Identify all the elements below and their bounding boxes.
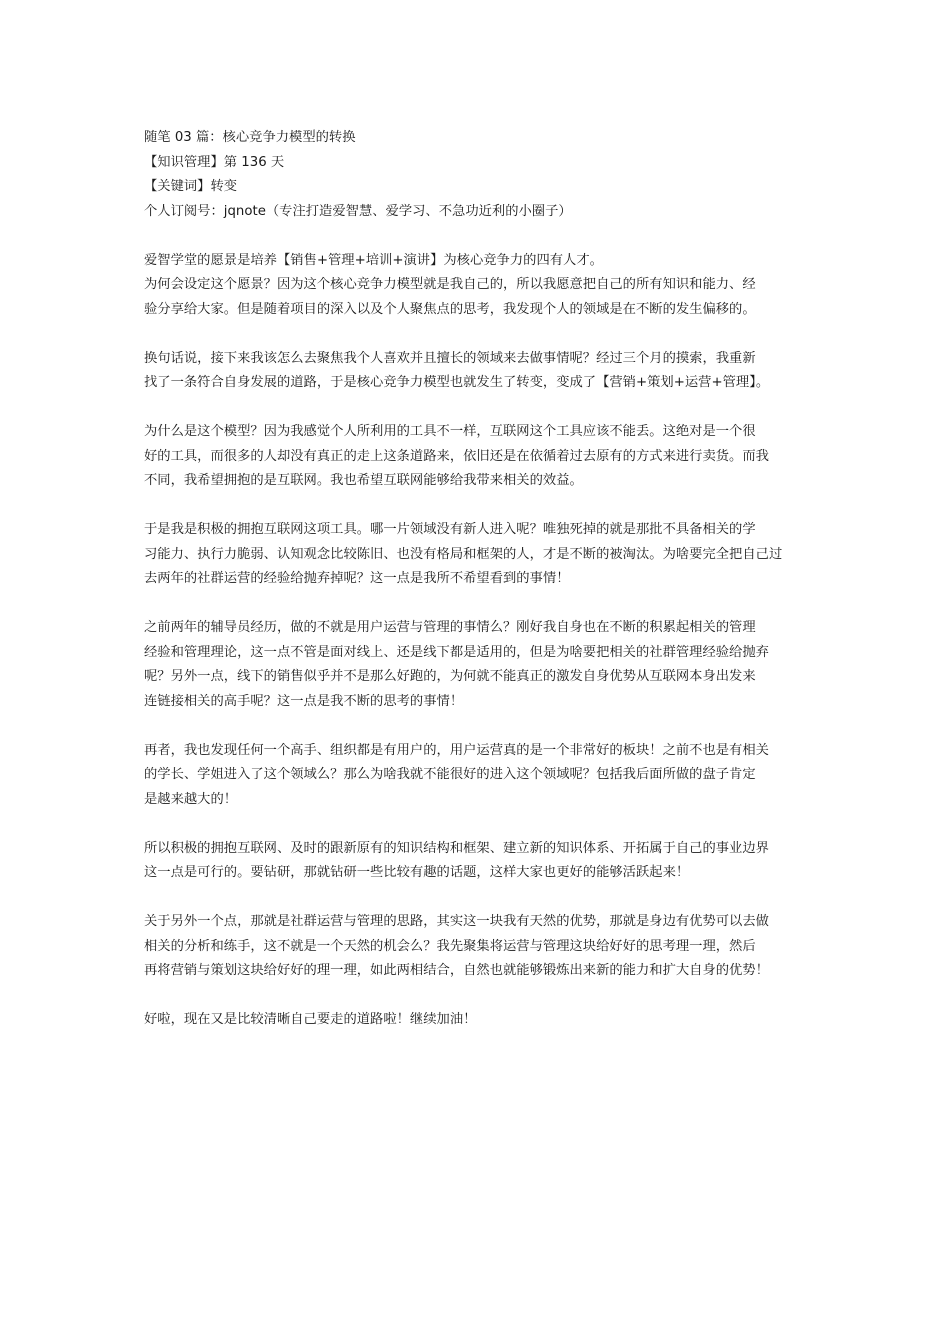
paragraph-line: 呢？另外一点，线下的销售似乎并不是那么好跑的，为何就不能真正的激发自身优势从互联网本身出发来	[144, 669, 756, 684]
document-title: 随笔 03 篇：核心竞争力模型的转换	[144, 130, 356, 145]
paragraph-line: 这一点是可行的。要钻研，那就钻研一些比较有趣的话题，这样大家也更好的能够活跃起来！	[144, 865, 690, 880]
paragraph-line: 为什么是这个模型？因为我感觉个人所利用的工具不一样，互联网这个工具应该不能丢。这绝对是一个很	[144, 424, 756, 439]
subscription-line: 个人订阅号：jqnote（专注打造爱智慧、爱学习、不急功近利的小圈子）	[144, 203, 572, 219]
paragraph-line: 之前两年的辅导员经历，做的不就是用户运营与管理的事情么？刚好我自身也在不断的积累起相关的管理	[144, 620, 756, 635]
paragraph	[144, 910, 814, 984]
paragraph-line: 找了一条符合自身发展的道路，于是核心竞争力模型也就发生了转变，变成了【营销+策划+运营+管理】。	[144, 375, 770, 390]
paragraph-line: 换句话说，接下来我该怎么去聚焦我个人喜欢并且擅长的领域来去做事情呢？经过三个月的摸索，我重新	[144, 350, 756, 366]
paragraph	[144, 739, 814, 813]
paragraph	[144, 1008, 814, 1033]
paragraph-line: 不同，我希望拥抱的是互联网。我也希望互联网能够给我带来相关的效益。	[144, 473, 583, 488]
paragraph-line: 好啦，现在又是比较清晰自己要走的道路啦！继续加油！	[144, 1012, 477, 1027]
paragraph-line: 相关的分析和练手，这不就是一个天然的机会么？我先聚集将运营与管理这块给好好的思考理一理，然后	[144, 938, 756, 954]
paragraph-line: 去两年的社群运营的经验给抛弃掉呢？这一点是我所不希望看到的事情！	[144, 571, 570, 586]
paragraph	[144, 837, 814, 886]
paragraph-line: 是越来越大的！	[144, 791, 238, 807]
category-line: 【知识管理】第 136 天	[144, 154, 285, 170]
paragraph-line: 的学长、学姐进入了这个领域么？那么为啥我就不能很好的进入这个领域呢？包括我后面所做的盘子肯定	[144, 767, 756, 782]
paragraph-line: 为何会设定这个愿景？因为这个核心竞争力模型就是我自己的，所以我愿意把自己的所有知识和能力、经	[144, 277, 756, 292]
paragraph	[144, 616, 814, 714]
paragraph-line: 验分享给大家。但是随着项目的深入以及个人聚焦点的思考，我发现个人的领域是在不断的发生偏移的。	[144, 301, 756, 317]
paragraph-line: 再者，我也发现任何一个高手、组织都是有用户的，用户运营真的是一个非常好的板块！之前不也是有相关	[144, 742, 769, 758]
paragraph-line: 关于另外一个点，那就是社群运营与管理的思路，其实这一块我有天然的优势，那就是身边有优势可以去做	[144, 914, 769, 929]
paragraph-line: 再将营销与策划这块给好好的理一理，如此两相结合，自然也就能够锻炼出来新的能力和扩大自身的优势！	[144, 963, 769, 978]
paragraph	[144, 249, 814, 323]
document-page	[144, 126, 814, 1033]
paragraph-line: 连链接相关的高手呢？这一点是我不断的思考的事情！	[144, 693, 464, 709]
paragraph-line: 经验和管理理论，这一点不管是面对线上、还是线下都是适用的，但是为啥要把相关的社群管理经验给抛弃	[144, 644, 769, 660]
keyword-line: 【关键词】转变	[144, 179, 238, 194]
paragraph-line: 爱智学堂的愿景是培养【销售+管理+培训+演讲】为核心竞争力的四有人才。	[144, 252, 603, 268]
paragraph	[144, 518, 814, 592]
paragraph	[144, 347, 814, 396]
paragraph-line: 习能力、执行力脆弱、认知观念比较陈旧、也没有格局和框架的人，才是不断的被淘汰。为啥要完全把自己过	[144, 546, 783, 562]
paragraph-line: 所以积极的拥抱互联网、及时的跟新原有的知识结构和框架、建立新的知识体系、开拓属于自己的事业边界	[144, 840, 769, 856]
paragraph-line: 好的工具，而很多的人却没有真正的走上这条道路来，依旧还是在依循着过去原有的方式来进行卖货。而我	[144, 448, 769, 464]
document-header	[144, 126, 814, 224]
paragraph	[144, 420, 814, 494]
paragraph-line: 于是我是积极的拥抱互联网这项工具。哪一片领域没有新人进入呢？唯独死掉的就是那批不具备相关的学	[144, 522, 756, 537]
